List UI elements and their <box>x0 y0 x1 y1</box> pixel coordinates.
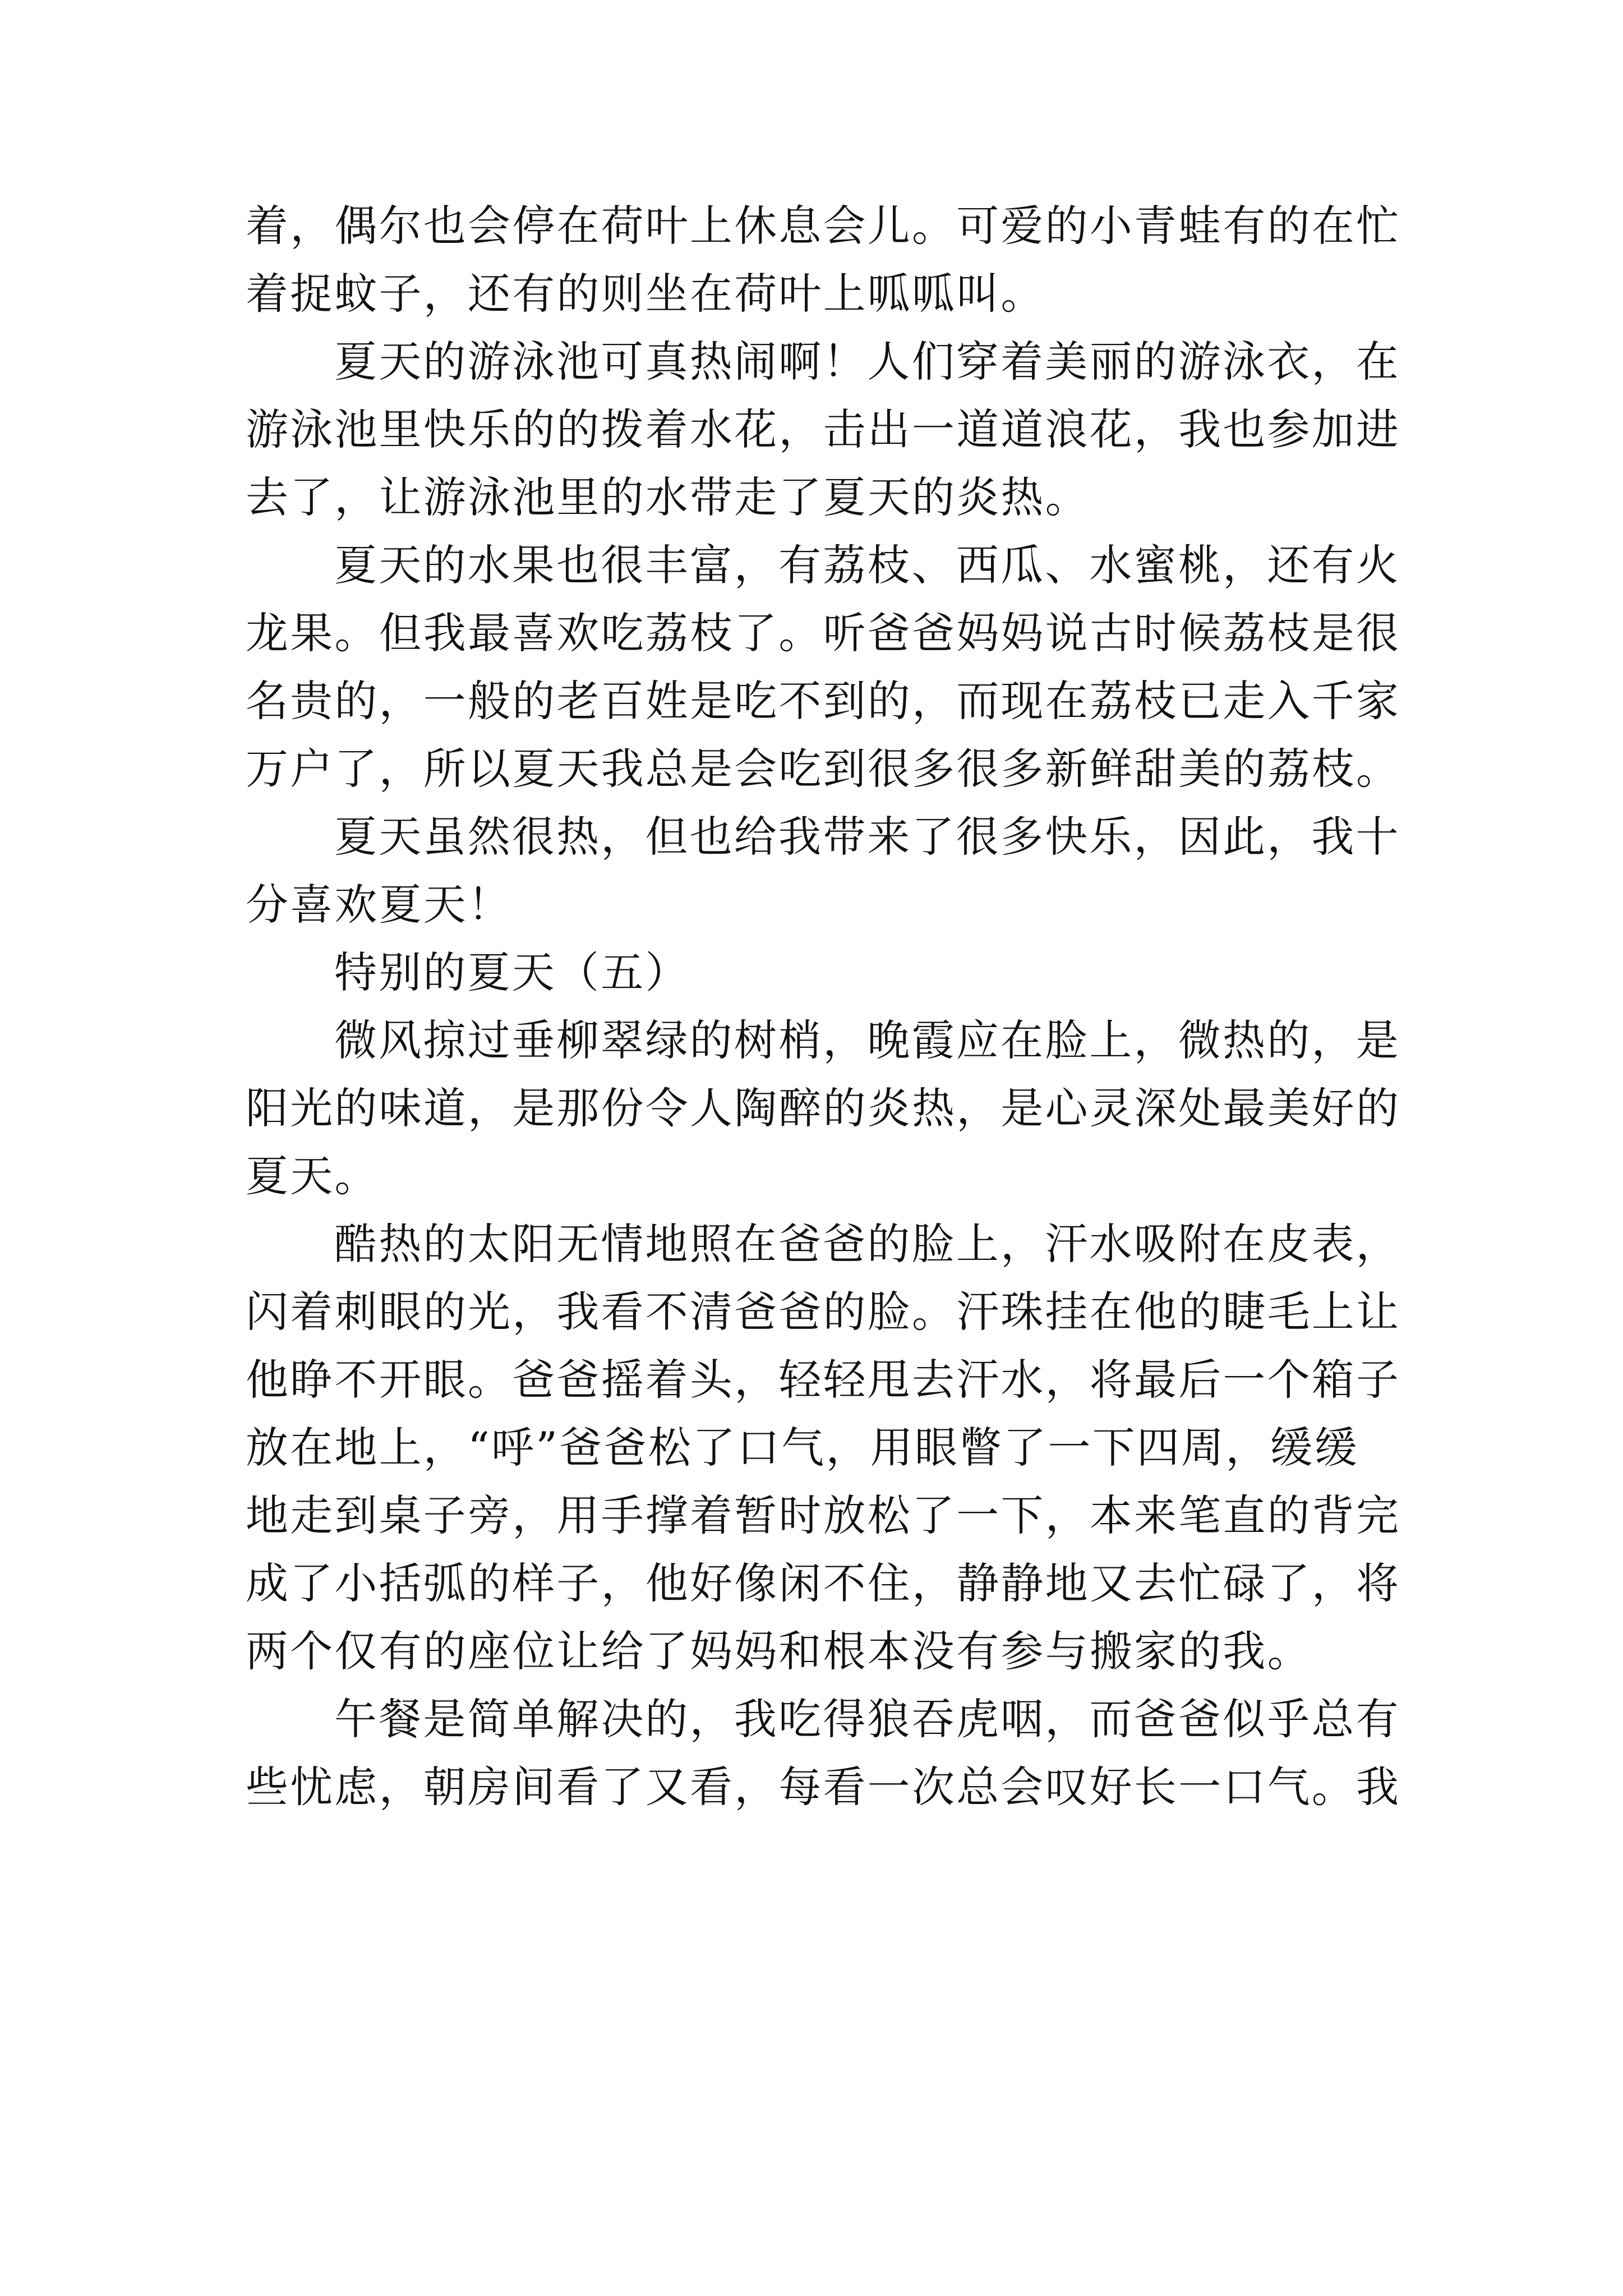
text-line: 万户了，所以夏天我总是会吃到很多很多新鲜甜美的荔枝。 <box>246 744 1401 794</box>
body-text <box>246 192 1401 1821</box>
paragraph-start-line: 夏天的水果也很丰富，有荔枝、西瓜、水蜜桃，还有火 <box>334 540 1400 590</box>
text-line: 阳光的味道，是那份令人陶醉的炎热，是心灵深处最美好的 <box>246 1083 1401 1133</box>
text-line: 放在地上，“呼”爸爸松了口气，用眼瞥了一下四周，缓缓 <box>246 1423 1359 1473</box>
text-line: 分喜欢夏天！ <box>246 880 513 930</box>
paragraph-start-line: 酷热的太阳无情地照在爸爸的脸上，汗水吸附在皮表， <box>334 1219 1400 1269</box>
text-line: 名贵的，一般的老百姓是吃不到的，而现在荔枝已走入千家 <box>246 676 1401 726</box>
paragraph-start-line: 微风掠过垂柳翠绿的树梢，晚霞应在脸上，微热的，是 <box>334 1015 1400 1065</box>
paragraph-start-line: 午餐是简单解决的，我吃得狼吞虎咽，而爸爸似乎总有 <box>334 1694 1400 1744</box>
section-title: 特别的夏天（五） <box>334 947 690 997</box>
text-line: 去了，让游泳池里的水带走了夏天的炎热。 <box>246 472 1090 522</box>
text-line: 夏天。 <box>246 1151 379 1201</box>
text-line: 他睁不开眼。爸爸摇着头，轻轻甩去汗水，将最后一个箱子 <box>246 1355 1401 1405</box>
text-line: 游泳池里快乐的的拨着水花，击出一道道浪花，我也参加进 <box>246 404 1401 454</box>
text-line: 龙果。但我最喜欢吃荔枝了。听爸爸妈妈说古时候荔枝是很 <box>246 608 1401 658</box>
text-line: 些忧虑，朝房间看了又看，每看一次总会叹好长一口气。我 <box>246 1762 1401 1812</box>
text-line: 地走到桌子旁，用手撑着暂时放松了一下，本来笔直的背完 <box>246 1490 1401 1540</box>
text-line: 两个仅有的座位让给了妈妈和根本没有参与搬家的我。 <box>246 1626 1312 1676</box>
text-line: 着，偶尔也会停在荷叶上休息会儿。可爱的小青蛙有的在忙 <box>246 201 1401 251</box>
text-line: 成了小括弧的样子，他好像闲不住，静静地又去忙碌了，将 <box>246 1558 1401 1608</box>
text-line: 闪着刺眼的光，我看不清爸爸的脸。汗珠挂在他的睫毛上让 <box>246 1287 1401 1337</box>
text-line: 着捉蚊子，还有的则坐在荷叶上呱呱叫。 <box>246 269 1045 319</box>
paragraph-start-line: 夏天的游泳池可真热闹啊！人们穿着美丽的游泳衣，在 <box>334 337 1400 386</box>
paragraph-start-line: 夏天虽然很热，但也给我带来了很多快乐，因此，我十 <box>334 812 1400 862</box>
